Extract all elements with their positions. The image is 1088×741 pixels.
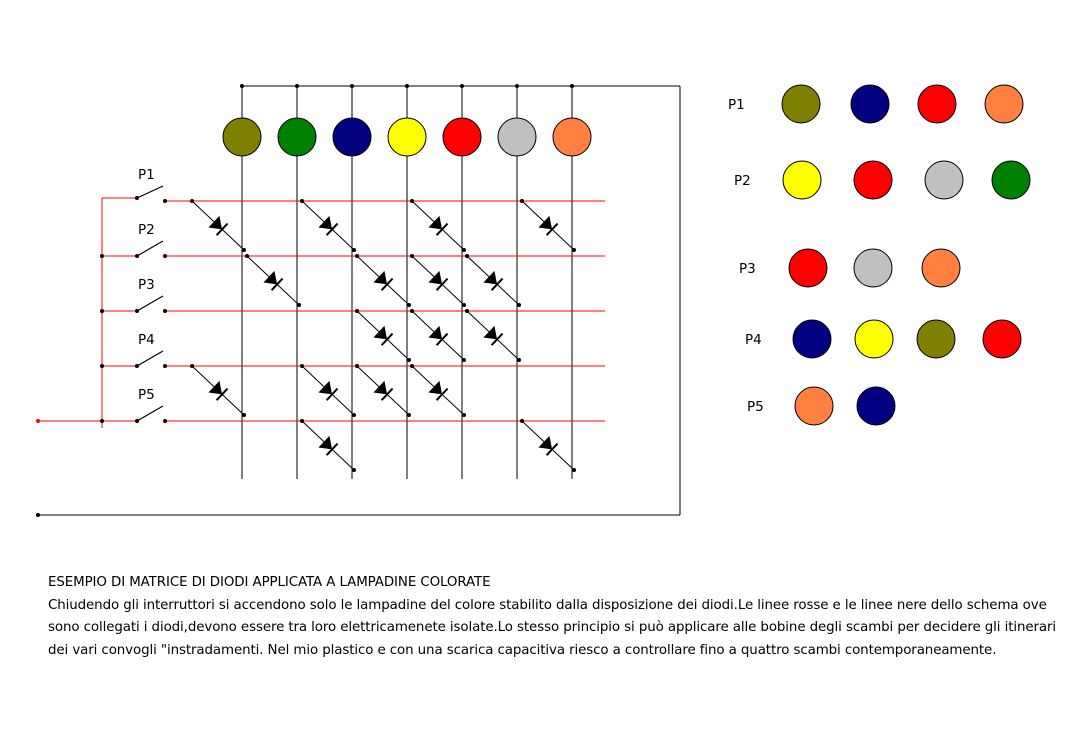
caption-description: Chiudendo gli interruttori si accendono solo le lampadine del colore stabilito dalla disposizione dei diodi.Le linee rosse e le linee nere dello schema ove sono collegati i diodi,devono essere tra loro elettricamenete isolate.Lo stesso principio si può applicare alle bobine degli scambi per decidere gli itinerari dei vari convogli "instradamenti. Nel mio plastico e con una scarica capacitiva riesco a controllare fino a quattro scambi contemporaneamente.	[48, 597, 1057, 658]
diode	[410, 199, 466, 252]
diode	[300, 199, 356, 252]
bus-node-dot	[350, 84, 354, 88]
legend-lamp-red	[854, 161, 892, 199]
legend-lamp-yellow	[783, 161, 821, 199]
terminal-dot	[36, 513, 40, 517]
caption	[48, 572, 1068, 662]
common-node-dot	[100, 254, 104, 258]
switch-label: P1	[138, 167, 155, 183]
switch-lever	[137, 406, 163, 421]
diode	[410, 309, 466, 362]
diode	[465, 309, 521, 362]
common-node-dot	[100, 419, 104, 423]
lamp-silver	[498, 118, 536, 156]
switch-label: P2	[138, 222, 155, 238]
diode	[355, 309, 411, 362]
bus-node-dot	[570, 84, 574, 88]
diode	[355, 364, 411, 417]
common-node-dot	[100, 364, 104, 368]
diode	[355, 254, 411, 307]
legend-lamp-orange	[985, 85, 1023, 123]
legend-label: P3	[739, 261, 756, 277]
switch-contact-dot	[163, 199, 167, 203]
legend-lamp-navy	[857, 387, 895, 425]
legend-lamp-olive	[917, 320, 955, 358]
legend-row-p4	[745, 320, 1021, 358]
legend-lamp-green	[992, 161, 1030, 199]
legend-lamp-silver	[925, 161, 963, 199]
lamp-orange	[553, 118, 591, 156]
legend-lamp-yellow	[855, 320, 893, 358]
legend-lamp-red	[789, 249, 827, 287]
switch-label: P5	[138, 387, 155, 403]
legend-label: P1	[728, 97, 745, 113]
switch-p5	[135, 387, 167, 423]
legend-lamp-orange	[922, 249, 960, 287]
switches	[135, 167, 167, 423]
bus-node-dot	[405, 84, 409, 88]
diode	[245, 254, 301, 307]
diode	[410, 364, 466, 417]
legend-row-p2	[734, 161, 1030, 199]
legend-lamp-navy	[793, 320, 831, 358]
bus-node-dot	[295, 84, 299, 88]
legend-lamp-silver	[854, 249, 892, 287]
legend-row-p1	[728, 85, 1023, 123]
diode	[410, 254, 466, 307]
switch-lever	[137, 296, 163, 311]
switch-p2	[135, 222, 167, 258]
legend-label: P4	[745, 332, 762, 348]
caption-title: ESEMPIO DI MATRICE DI DIODI APPLICATA A LAMPADINE COLORATE	[48, 575, 491, 590]
legend	[728, 85, 1030, 425]
lamps	[223, 118, 591, 156]
switch-p3	[135, 277, 167, 313]
diode	[300, 364, 356, 417]
diode	[465, 254, 521, 307]
diode	[190, 364, 246, 417]
switch-p1	[135, 167, 167, 203]
legend-lamp-red	[918, 85, 956, 123]
diodes	[190, 199, 576, 472]
bus-node-dot	[240, 84, 244, 88]
diode	[300, 419, 356, 472]
switch-contact-dot	[163, 309, 167, 313]
switch-lever	[137, 351, 163, 366]
lamp-yellow	[388, 118, 426, 156]
lamp-olive	[223, 118, 261, 156]
switch-label: P4	[138, 332, 155, 348]
legend-lamp-navy	[851, 85, 889, 123]
lamp-navy	[333, 118, 371, 156]
legend-lamp-red	[983, 320, 1021, 358]
bus-node-dot	[515, 84, 519, 88]
diode	[520, 419, 576, 472]
switch-contact-dot	[163, 254, 167, 258]
switch-contact-dot	[163, 419, 167, 423]
bus-node-dot	[460, 84, 464, 88]
legend-label: P2	[734, 173, 751, 189]
switch-lever	[137, 241, 163, 256]
common-node-dot	[100, 309, 104, 313]
supply-terminal-dot	[36, 419, 40, 423]
diode	[520, 199, 576, 252]
legend-row-p5	[747, 387, 895, 425]
switch-lever	[137, 186, 163, 198]
switch-contact-dot	[163, 364, 167, 368]
legend-row-p3	[739, 249, 960, 287]
legend-lamp-orange	[795, 387, 833, 425]
diode	[190, 199, 246, 252]
switch-p4	[135, 332, 167, 368]
lamp-red	[443, 118, 481, 156]
lamp-green	[278, 118, 316, 156]
legend-lamp-olive	[782, 85, 820, 123]
legend-label: P5	[747, 399, 764, 415]
switch-label: P3	[138, 277, 155, 293]
